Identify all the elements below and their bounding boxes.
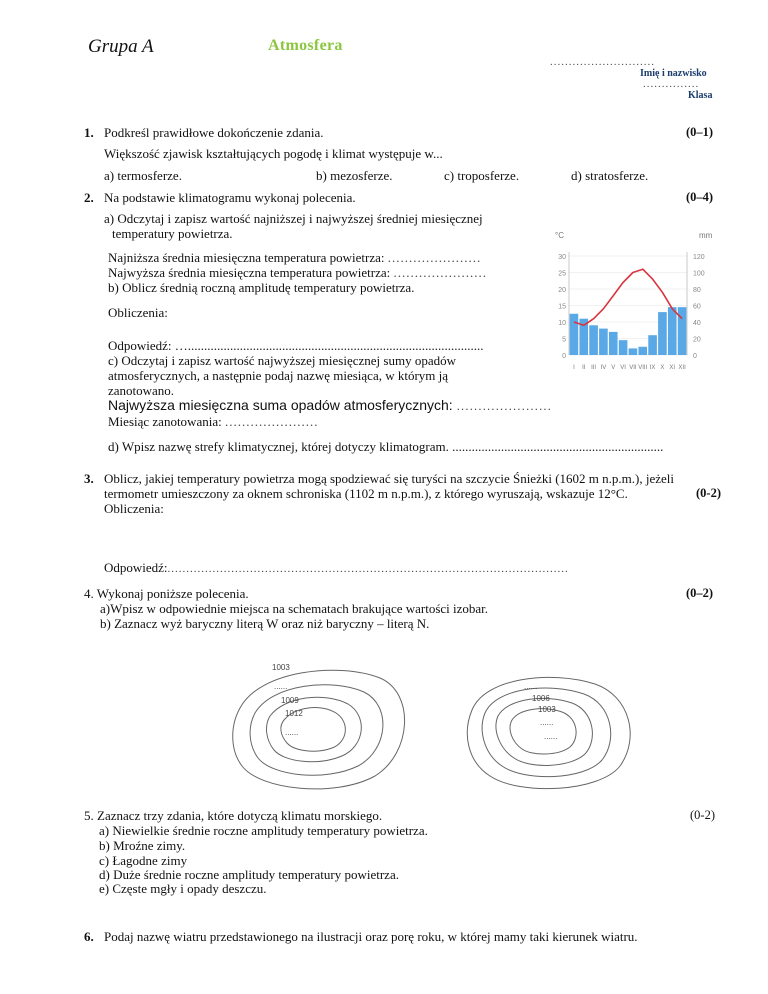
precip-unit-label: mm bbox=[699, 231, 713, 240]
rain-text: Najwyższa miesięczna suma opadów atmosferycznych: bbox=[108, 397, 453, 413]
month-label: IV bbox=[600, 365, 607, 371]
q6-number: 6. bbox=[84, 929, 94, 944]
precip-bar bbox=[570, 314, 579, 355]
q2-min-temp-label bbox=[108, 250, 481, 266]
isobar-diagrams bbox=[200, 658, 640, 798]
q5-option-d[interactable]: d) Duże średnie roczne amplitudy temperatury powietrza. bbox=[99, 867, 399, 882]
q2-c-text-3: zanotowano. bbox=[108, 383, 175, 398]
q5-option-c[interactable]: c) Łagodne zimy bbox=[99, 853, 188, 868]
precip-tick-label: 0 bbox=[693, 353, 697, 360]
q3-text-1: Oblicz, jakiej temperatury powietrza mogą spodziewać się turyści na szczycie Śnieżki (1602 m n.p.m.), jeżeli bbox=[104, 471, 674, 486]
precip-tick-label: 100 bbox=[693, 270, 705, 278]
q2-d-text[interactable]: d) Wpisz nazwę strefy klimatycznej, której dotyczy klimatogram. ................................................................. bbox=[108, 439, 664, 454]
precip-tick-label: 80 bbox=[693, 287, 701, 294]
precip-tick-label: 40 bbox=[693, 320, 701, 327]
max-temp-answer[interactable]: ...................... bbox=[393, 265, 487, 280]
temp-tick-label: 15 bbox=[558, 303, 566, 311]
rain-answer[interactable]: ...................... bbox=[456, 399, 552, 413]
q3-answer-field[interactable]: ........................................................................................................... bbox=[167, 563, 569, 575]
temp-tick-label: 30 bbox=[558, 254, 566, 261]
month-answer[interactable]: ...................... bbox=[224, 414, 319, 429]
temp-tick-label: 5 bbox=[562, 336, 566, 344]
q2-instruction: Na podstawie klimatogramu wykonaj polecenia. bbox=[104, 190, 356, 205]
q1-option-d[interactable]: d) stratosferze. bbox=[571, 168, 649, 183]
q1-stem: Większość zjawisk kształtujących pogodę i klimat występuje w... bbox=[104, 146, 443, 161]
month-label: XII bbox=[678, 365, 686, 371]
min-temp-answer[interactable]: ...................... bbox=[387, 250, 482, 265]
precip-bar bbox=[609, 332, 618, 355]
q4-instruction: 4. Wykonaj poniższe polecenia. bbox=[84, 586, 249, 601]
q5-option-e[interactable]: e) Częste mgły i opady deszczu. bbox=[99, 881, 267, 896]
month-text: Miesiąc zanotowania: bbox=[108, 414, 222, 429]
q1-option-b[interactable]: b) mezosferze. bbox=[316, 168, 393, 183]
q1-points: (0–1) bbox=[686, 125, 714, 139]
precip-bar bbox=[638, 347, 647, 355]
q3-points: (0-2) bbox=[696, 486, 721, 500]
q3-answer-label: Odpowiedź: bbox=[104, 560, 168, 575]
precip-bar bbox=[619, 340, 628, 355]
month-label: VII bbox=[629, 365, 637, 371]
q3-calc-label: Obliczenia: bbox=[104, 501, 164, 516]
name-label: Imię i nazwisko bbox=[640, 68, 707, 79]
precip-bar bbox=[599, 329, 608, 355]
q5-points: (0-2) bbox=[690, 808, 715, 822]
q5-option-a[interactable]: a) Niewielkie średnie roczne amplitudy temperatury powietrza. bbox=[99, 823, 428, 838]
month-label: XI bbox=[669, 365, 676, 371]
q4-points: (0–2) bbox=[686, 586, 714, 600]
temp-tick-label: 20 bbox=[558, 287, 566, 294]
max-temp-text: Najwyższa średnia miesięczna temperatura powietrza: bbox=[108, 265, 391, 280]
class-label: Klasa bbox=[688, 90, 713, 101]
q2-month-label bbox=[108, 414, 318, 430]
month-label: I bbox=[573, 365, 575, 371]
temp-unit-label: °C bbox=[555, 231, 564, 240]
temp-tick-label: 25 bbox=[558, 270, 566, 278]
month-label: IX bbox=[649, 365, 656, 371]
q2-b-text: b) Oblicz średnią roczną amplitudę temperatury powietrza. bbox=[108, 280, 415, 295]
q1-instruction: Podkreśl prawidłowe dokończenie zdania. bbox=[104, 125, 324, 140]
q1-option-a[interactable]: a) termosferze. bbox=[104, 168, 182, 183]
class-field[interactable]: ............... bbox=[643, 78, 700, 90]
q2-a-text-2: temperatury powietrza. bbox=[112, 226, 233, 241]
right-isobar-label-3: 1003 bbox=[538, 705, 556, 714]
temp-tick-label: 10 bbox=[558, 320, 566, 327]
q5-option-b[interactable]: b) Mroźne zimy. bbox=[99, 838, 186, 853]
q2-max-temp-label bbox=[108, 265, 487, 281]
month-label: III bbox=[591, 365, 597, 371]
q3-number: 3. bbox=[84, 471, 94, 486]
left-isobar-label-4: 1012 bbox=[285, 709, 303, 718]
climate-diagram bbox=[549, 222, 725, 387]
q2-a-text-1: a) Odczytaj i zapisz wartość najniższej i najwyższej średniej miesięcznej bbox=[104, 211, 483, 226]
precip-tick-label: 20 bbox=[693, 336, 701, 344]
left-isobar-label-5[interactable]: ...... bbox=[285, 728, 299, 737]
precip-bar bbox=[589, 325, 598, 355]
month-label: X bbox=[660, 365, 665, 371]
month-label: VI bbox=[620, 365, 626, 371]
name-field[interactable]: ............................ bbox=[550, 56, 655, 68]
right-isobar-label-1[interactable]: ...... bbox=[524, 682, 538, 691]
q5-instruction: 5. Zaznacz trzy zdania, które dotyczą klimatu morskiego. bbox=[84, 808, 383, 823]
left-isobar-1 bbox=[233, 670, 405, 789]
q3-answer bbox=[104, 560, 569, 576]
right-isobar-label-5[interactable]: ...... bbox=[544, 732, 558, 741]
min-temp-text: Najniższa średnia miesięczna temperatura powietrza: bbox=[108, 250, 385, 265]
precip-tick-label: 120 bbox=[693, 254, 705, 261]
month-label: VIII bbox=[638, 365, 648, 371]
q4-a-text: a)Wpisz w odpowiednie miejsca na schematach brakujące wartości izobar. bbox=[100, 601, 489, 616]
left-isobar-label-3: 1009 bbox=[281, 696, 299, 705]
precip-bar bbox=[678, 307, 687, 355]
q2-points: (0–4) bbox=[686, 190, 714, 204]
group-label: Grupa A bbox=[88, 36, 154, 57]
month-label: V bbox=[611, 365, 616, 371]
q3-text-2: termometr umieszczony za oknem schroniska (1102 m n.p.m.), z którego wyruszają, wskazuje 12°C. bbox=[104, 486, 628, 501]
q2-calc-label: Obliczenia: bbox=[108, 305, 168, 320]
q1-option-c[interactable]: c) troposferze. bbox=[444, 168, 520, 183]
precip-bar bbox=[658, 312, 667, 355]
precip-bar bbox=[629, 348, 638, 355]
q2-c-text-2: atmosferycznych, a następnie podaj nazwę miesiąca, w którym ją bbox=[108, 368, 449, 383]
month-label: II bbox=[582, 365, 586, 371]
precip-tick-label: 60 bbox=[693, 303, 701, 311]
precip-bar bbox=[668, 307, 677, 355]
left-isobar-label-1: 1003 bbox=[272, 663, 290, 672]
right-isobar-label-2: 1006 bbox=[532, 694, 550, 703]
q2-number: 2. bbox=[84, 190, 94, 205]
page-title: Atmosfera bbox=[268, 37, 343, 54]
temp-tick-label: 0 bbox=[562, 353, 566, 360]
q1-number: 1. bbox=[84, 125, 94, 140]
q6-text: Podaj nazwę wiatru przedstawionego na ilustracji oraz porę roku, w której mamy taki kierunek wiatru. bbox=[104, 929, 638, 944]
left-isobar-label-2[interactable]: ...... bbox=[274, 682, 288, 691]
right-isobar-label-4[interactable]: ...... bbox=[540, 718, 554, 727]
precip-bar bbox=[648, 335, 657, 355]
q2-answer-line[interactable]: Odpowiedź: …........................................................................................... bbox=[108, 338, 484, 353]
q2-rain-label bbox=[108, 397, 552, 413]
q4-b-text: b) Zaznacz wyż baryczny literą W oraz niż baryczny – literą N. bbox=[100, 616, 430, 631]
q2-c-text-1: c) Odczytaj i zapisz wartość najwyższej miesięcznej sumy opadów bbox=[108, 353, 456, 368]
